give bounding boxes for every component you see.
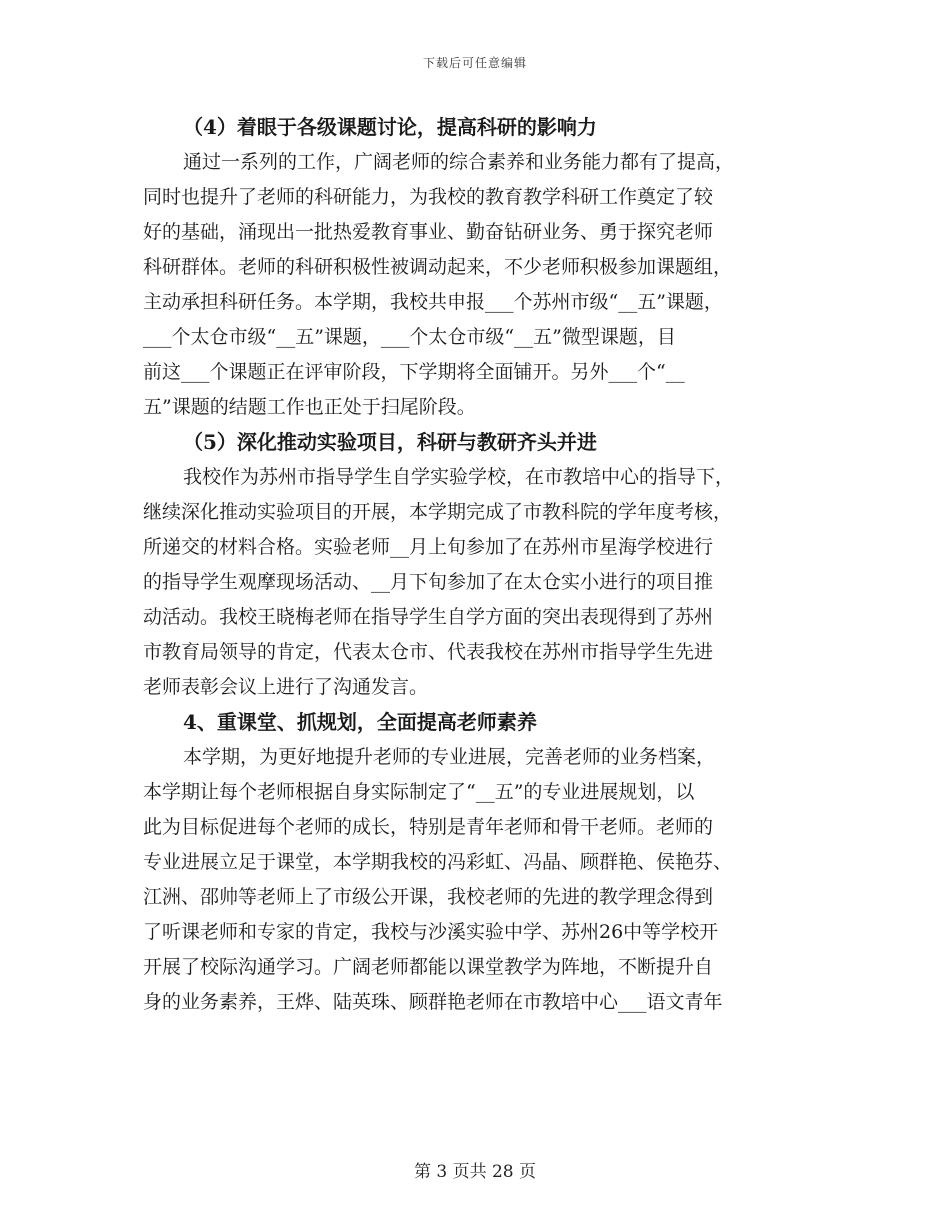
- paragraph-line: 科研群体。老师的科研积极性被调动起来，不少老师积极参加课题组，: [143, 256, 733, 278]
- paragraph-line: 了听课老师和专家的肯定，我校与沙溪实验中学、苏州26中等学校开: [143, 921, 719, 943]
- paragraph-line: 专业进展立足于课堂，本学期我校的冯彩虹、冯晶、顾群艳、侯艳芬、: [143, 851, 733, 873]
- section-paragraph: [143, 460, 823, 705]
- paragraph-line: 继续深化推动实验项目的开展，本学期完成了市教科院的学年度考核，: [143, 501, 733, 523]
- paragraph-line: 本学期让每个老师根据自身实际制定了“__五”的专业进展规划，以: [143, 781, 695, 803]
- paragraph-line: 五”课题的结题工作也正处于扫尾阶段。: [143, 396, 476, 418]
- paragraph-line: 我校作为苏州市指导学生自学实验学校，在市教培中心的指导下，: [183, 466, 735, 488]
- section-research-influence: [143, 110, 823, 425]
- paragraph-line: 此为目标促进每个老师的成长，特别是青年老师和骨干老师。老师的: [143, 816, 714, 838]
- paragraph-line: 通过一系列的工作，广阔老师的综合素养和业务能力都有了提高，: [183, 151, 735, 173]
- paragraph-line: 市教育局领导的肯定，代表太仓市、代表我校在苏州市指导学生先进: [143, 641, 714, 663]
- section-teacher-quality: [143, 705, 823, 1020]
- paragraph-line: 好的基础，涌现出一批热爱教育事业、勤奋钻研业务、勇于探究老师: [143, 221, 714, 243]
- paragraph-line: ___个太仓市级“__五”课题，___个太仓市级“__五”微型课题，目: [143, 326, 676, 348]
- paragraph-line: 开展了校际沟通学习。广阔老师都能以课堂教学为阵地，不断提升自: [143, 956, 714, 978]
- page-number: 第 3 页共 28 页: [413, 1162, 537, 1182]
- document-body: [143, 110, 823, 1020]
- section-paragraph: [143, 145, 823, 425]
- paragraph-line: 身的业务素养，王烨、陆英珠、顾群艳老师在市教培中心___语文青年: [143, 991, 723, 1013]
- paragraph-line: 动活动。我校王晓梅老师在指导学生自学方面的突出表现得到了苏州: [143, 606, 714, 628]
- paragraph-line: 的指导学生观摩现场活动、__月下旬参加了在太仓实小进行的项目推: [143, 571, 714, 593]
- paragraph-line: 同时也提升了老师的科研能力，为我校的教育教学科研工作奠定了较: [143, 186, 714, 208]
- paragraph-line: 江洲、邵帅等老师上了市级公开课，我校老师的先进的教学理念得到: [143, 886, 714, 908]
- section-heading: 4、重课堂、抓规划，全面提高老师素养: [183, 710, 537, 734]
- section-experiment-projects: [143, 425, 823, 705]
- page-header: 下载后可任意编辑: [422, 56, 527, 70]
- paragraph-line: 本学期，为更好地提升老师的专业进展，完善老师的业务档案，: [183, 746, 716, 768]
- paragraph-line: 主动承担科研任务。本学期，我校共申报___个苏州市级“__五”课题，: [143, 291, 723, 313]
- paragraph-line: 所递交的材料合格。实验老师__月上旬参加了在苏州市星海学校进行: [143, 536, 714, 558]
- paragraph-line: 前这___个课题正在评审阶段，下学期将全面铺开。另外___个“__: [143, 361, 685, 383]
- section-heading: （5）深化推动实验项目，科研与教研齐头并进: [183, 430, 597, 454]
- paragraph-line: 老师表彰会议上进行了沟通发言。: [143, 676, 429, 698]
- section-paragraph: [143, 740, 823, 1020]
- section-heading: （4）着眼于各级课题讨论，提高科研的影响力: [183, 115, 597, 139]
